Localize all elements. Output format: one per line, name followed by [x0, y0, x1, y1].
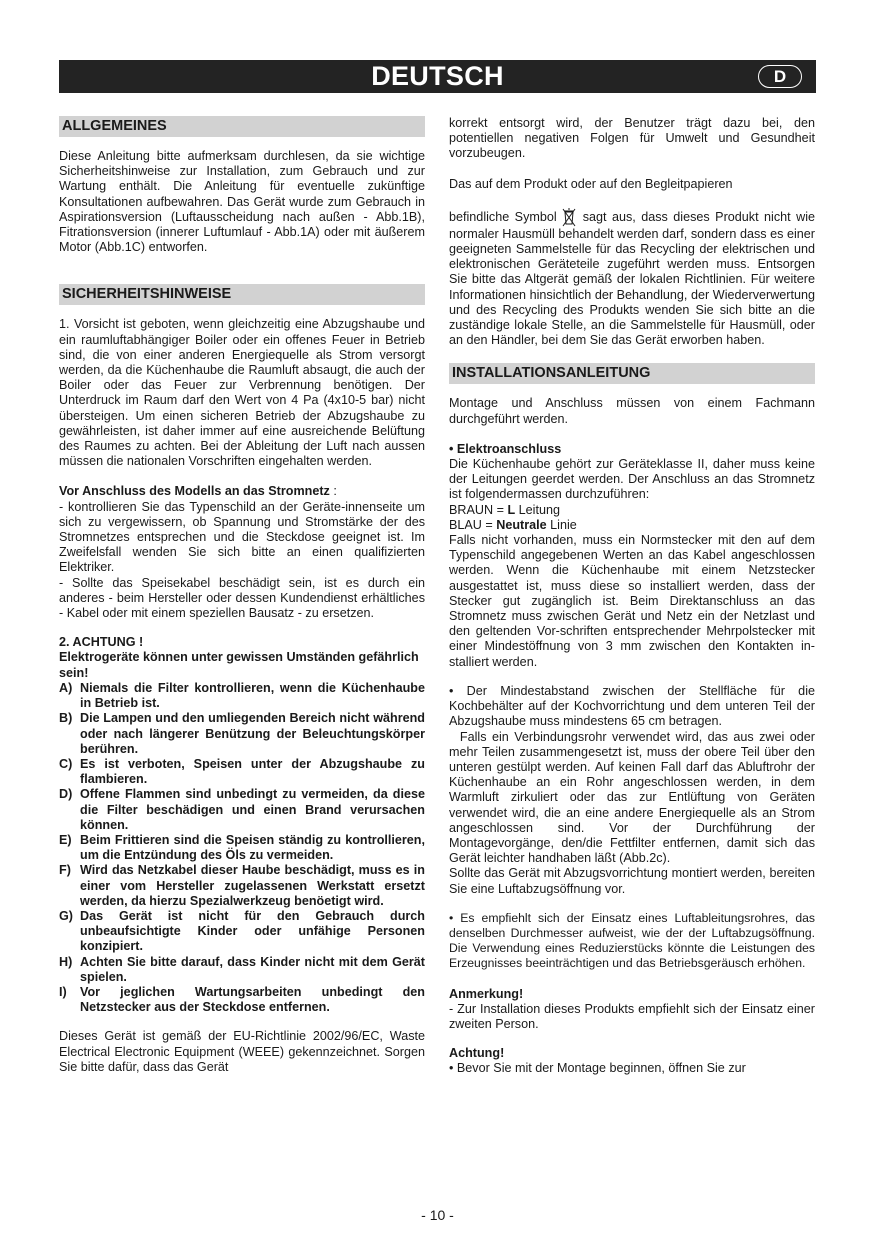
list-item: F) Wird das Netzkabel dieser Haube beschädigt, muss es in einer vom Hersteller zugelassenen Werkstatt ersetzt werden, da hierzu Spezialwerkzeug benöetigt wird.	[59, 863, 425, 908]
symbol-line: Das auf dem Produkt oder auf den Begleitpapieren	[449, 176, 733, 191]
list-item: D) Offene Flammen sind unbedingt zu vermeiden, da diese die Filter beschädigen und einen Brand verursachen können.	[59, 787, 425, 832]
blau-line: BLAU = Neutrale Linie	[449, 517, 577, 532]
connect-item-1: - kontrollieren Sie das Typenschild an der Geräte-innenseite um sich zu vergewissern, ob Spannung und Stromstärke der des Stromnetzes entsprechen und die Steckdose geeignet ist. Im Zweifelsfall wenden Sie sich bitte an einen qualifizierten Elektriker.	[59, 499, 425, 575]
rohr-text: Falls ein Verbindungsrohr verwendet wird, das aus zwei oder mehr Teilen zusammengesetzt ist, muss der obere Teil über den unteren gestülpt werden. Auf keinen Fall darf das Abluftrohr der Küchenhaube an ein Rohr angeschlossen werden, in dem Warmluft zirkuliert oder das zur Entlüftung von Geräten verwendet wird, die an eine andere Energiequelle als an Strom angeschlossen sind. Vor der Durchführung der Montagevorgänge, den/die Fettfilter entfernen, damit sich das Gerät leichter handhaben läßt (Abb.2c).	[449, 729, 819, 866]
abstand-block	[449, 683, 819, 897]
list-item: A) Niemals die Filter kontrollieren, wenn die Küchenhaube in Betrieb ist.	[59, 680, 425, 711]
page-title: DEUTSCH	[371, 61, 504, 91]
symbol-paragraph: befindliche Symbol sagt aus, dass dieses Produkt nicht wie normaler Hausmüll behandelt werden darf, sondern dass es einer geeigneten Sammelstelle für das Recycling der elektrischen und elektronischen Geräteteile zugeführt werden muss. Entsorgen Sie bitte das Altgerät gemäß der lokalen Richtlinien. Für weitere Informationen hinsichtlich der Behandlung, der Wiederverwertung und des Recycling des Produkts wenden Sie sich bitte an die zuständige lokale Stelle, an die Sammelstelle für Hausmüll, oder an den Händler, bei dem Sie das Gerät erworben haben.	[449, 207, 815, 349]
empfehlung-text: • Es empfiehlt sich der Einsatz eines Luftableitungsrohres, das denselben Durchmesser aufweist, wie der der Luftabzugsöffnung. Die Verwendung eines Reduzierstücks könnte die Leistungen des Erzeugnisses beeinträchtigen und das Betriebsgeräusch erhöhen.	[449, 910, 815, 971]
list-item: H) Achten Sie bitte darauf, dass Kinder nicht mit dem Gerät spielen.	[59, 954, 425, 984]
left-column	[59, 116, 425, 1075]
list-item: B) Die Lampen und den umliegenden Bereich nicht während oder nach längerer Benützung der Beleuchtungskörper berühren.	[59, 711, 425, 756]
page-number: - 10 -	[421, 1207, 454, 1223]
crossed-bin-icon	[561, 207, 577, 227]
list-item: G) Das Gerät ist nicht für den Gebrauch durch unbeaufsichtigte Kinder oder unfähige Personen konzipiert.	[59, 908, 425, 954]
anmerkung-title: Anmerkung!	[449, 986, 524, 1001]
section-heading-installationsanleitung: INSTALLATIONSANLEITUNG	[449, 363, 815, 384]
connect-block	[59, 484, 425, 621]
braun-line: BRAUN = L Leitung	[449, 502, 560, 517]
anmerkung-block	[449, 987, 815, 1033]
connect-colon: :	[329, 484, 337, 499]
install-intro: Montage und Anschluss müssen von einem Fachmann durchgeführt werden.	[449, 396, 815, 426]
elektro-text-1: Die Küchenhaube gehört zur Geräteklasse II, daher muss keine der Leitungen geerdet werden. Der Anschluss an das Stromnetz ist folgendermassen durchzuführen:	[449, 457, 815, 502]
elektro-block	[449, 442, 815, 670]
section-heading-allgemeines: ALLGEMEINES	[59, 116, 425, 137]
language-banner	[59, 60, 816, 93]
achtung-intro: Elektrogeräte können unter gewissen Umständen gefährlich sein!	[59, 650, 419, 680]
list-item: E) Beim Frittieren sind die Speisen ständig zu kontrollieren, um die Entzündung des Öls zu vermeiden.	[59, 832, 425, 863]
connect-item-2: - Sollte das Speisekabel beschädigt sein, ist es durch ein anderes - beim Hersteller oder dessen Kundendienst erhältliches - Kabel oder mit einem speziellen Bausatz - zu ersetzen.	[59, 575, 425, 621]
anmerkung-text: - Zur Installation dieses Produkts empfiehlt sich der Einsatz einer zweiten Person.	[449, 1001, 815, 1031]
safety-paragraph-1: 1. Vorsicht ist geboten, wenn gleichzeitig eine Abzugshaube und ein raumluftabhängiger Boiler oder ein offenes Feuer in Betrieb sind, die von einer anderen Energiequelle als Strom versorgt werden, da die Küchenhaube die Raumluft absaugt, die auch der Boiler oder das Feuer zur Verbrennung benötigen. Der Unterdruck im Raum darf den Wert von 4 Pa (4x10-5 bar) nicht übersteigen. Um einen sicheren Betrieb der Abzugshaube zu gewährleisten, ist daher immer auf eine ausreichende Belüftung des Raumes zu achten. Bei der Ableitung der Luft nach aussen müssen die nationalen Vorschriften eingehalten werden.	[59, 317, 425, 469]
abzug-text: Sollte das Gerät mit Abzugsvorrichtung montiert werden, bereiten Sie eine Luftabzugsöffnung vor.	[449, 866, 815, 896]
weee-continued: korrekt entsorgt wird, der Benutzer trägt dazu bei, den potentiellen negativen Folgen für Umwelt und Gesundheit vorzubeugen.	[449, 116, 815, 161]
achtung-block	[449, 1046, 815, 1076]
weee-paragraph: Dieses Gerät ist gemäß der EU-Richtlinie 2002/96/EC, Waste Electrical Electronic Equipment (WEEE) gekennzeichnet. Sorgen Sie bitte dafür, dass das Gerät	[59, 1029, 425, 1074]
right-column	[449, 116, 819, 1077]
achtung-heading: Achtung!	[449, 1046, 505, 1061]
list-item: C) Es ist verboten, Speisen unter der Abzugshaube zu flambieren.	[59, 756, 425, 787]
abstand-text: • Der Mindestabstand zwischen der Stellfläche für die Kochbehälter auf der Kochvorrichtung und dem unteren Teil der Abzugshaube muss mindestens 65 cm betragen.	[449, 683, 815, 729]
achtung-text: • Bevor Sie mit der Montage beginnen, öffnen Sie zur	[449, 1061, 746, 1076]
list-item: I) Vor jeglichen Wartungsarbeiten unbedingt den Netzstecker aus der Steckdose entfernen.	[59, 984, 425, 1015]
achtung-title: 2. ACHTUNG !	[59, 635, 144, 650]
language-badge: D	[758, 65, 802, 88]
elektro-title: • Elektroanschluss	[449, 441, 562, 456]
allgemeines-text: Diese Anleitung bitte aufmerksam durchlesen, da sie wichtige Sicherheitshinweise zur Installation, zum Gebrauch und zur Wartung enthält. Die Anleitung für eventuelle zukünftige Konsultationen aufbewahren. Das Gerät wurde zum Gebrauch in Aspirationsversion (Luftausscheidung nach außen - Abb.1B), Fitrationsversion (innerer Luftumlauf - Abb.1A) oder mit äußerem Motor (Abb.1C) entworfen.	[59, 149, 425, 255]
achtung-list	[59, 681, 425, 1015]
section-heading-sicherheitshinweise: SICHERHEITSHINWEISE	[59, 284, 425, 305]
connect-title: Vor Anschluss des Modells an das Stromnetz	[59, 484, 330, 499]
elektro-text-2: Falls nicht vorhanden, muss ein Normstecker mit den auf dem Typenschild angegebenen Werten an das Kabel angeschlossen werden. Wenn die Küchenhaube mit einem Netzstecker ausgestattet ist, muss diese so installiert werden, dass der Stecker gut zugänglich ist. Beim Direktanschluss an das Stromnetz muss zwischen Gerät und Netz ein der Netzlast und den geltenden Vor-schriften entsprechender Mehrpolstecker mit einer Mindestöffnung von 3 mm zwischen den Kontakten in-stalliert werden.	[449, 533, 815, 669]
